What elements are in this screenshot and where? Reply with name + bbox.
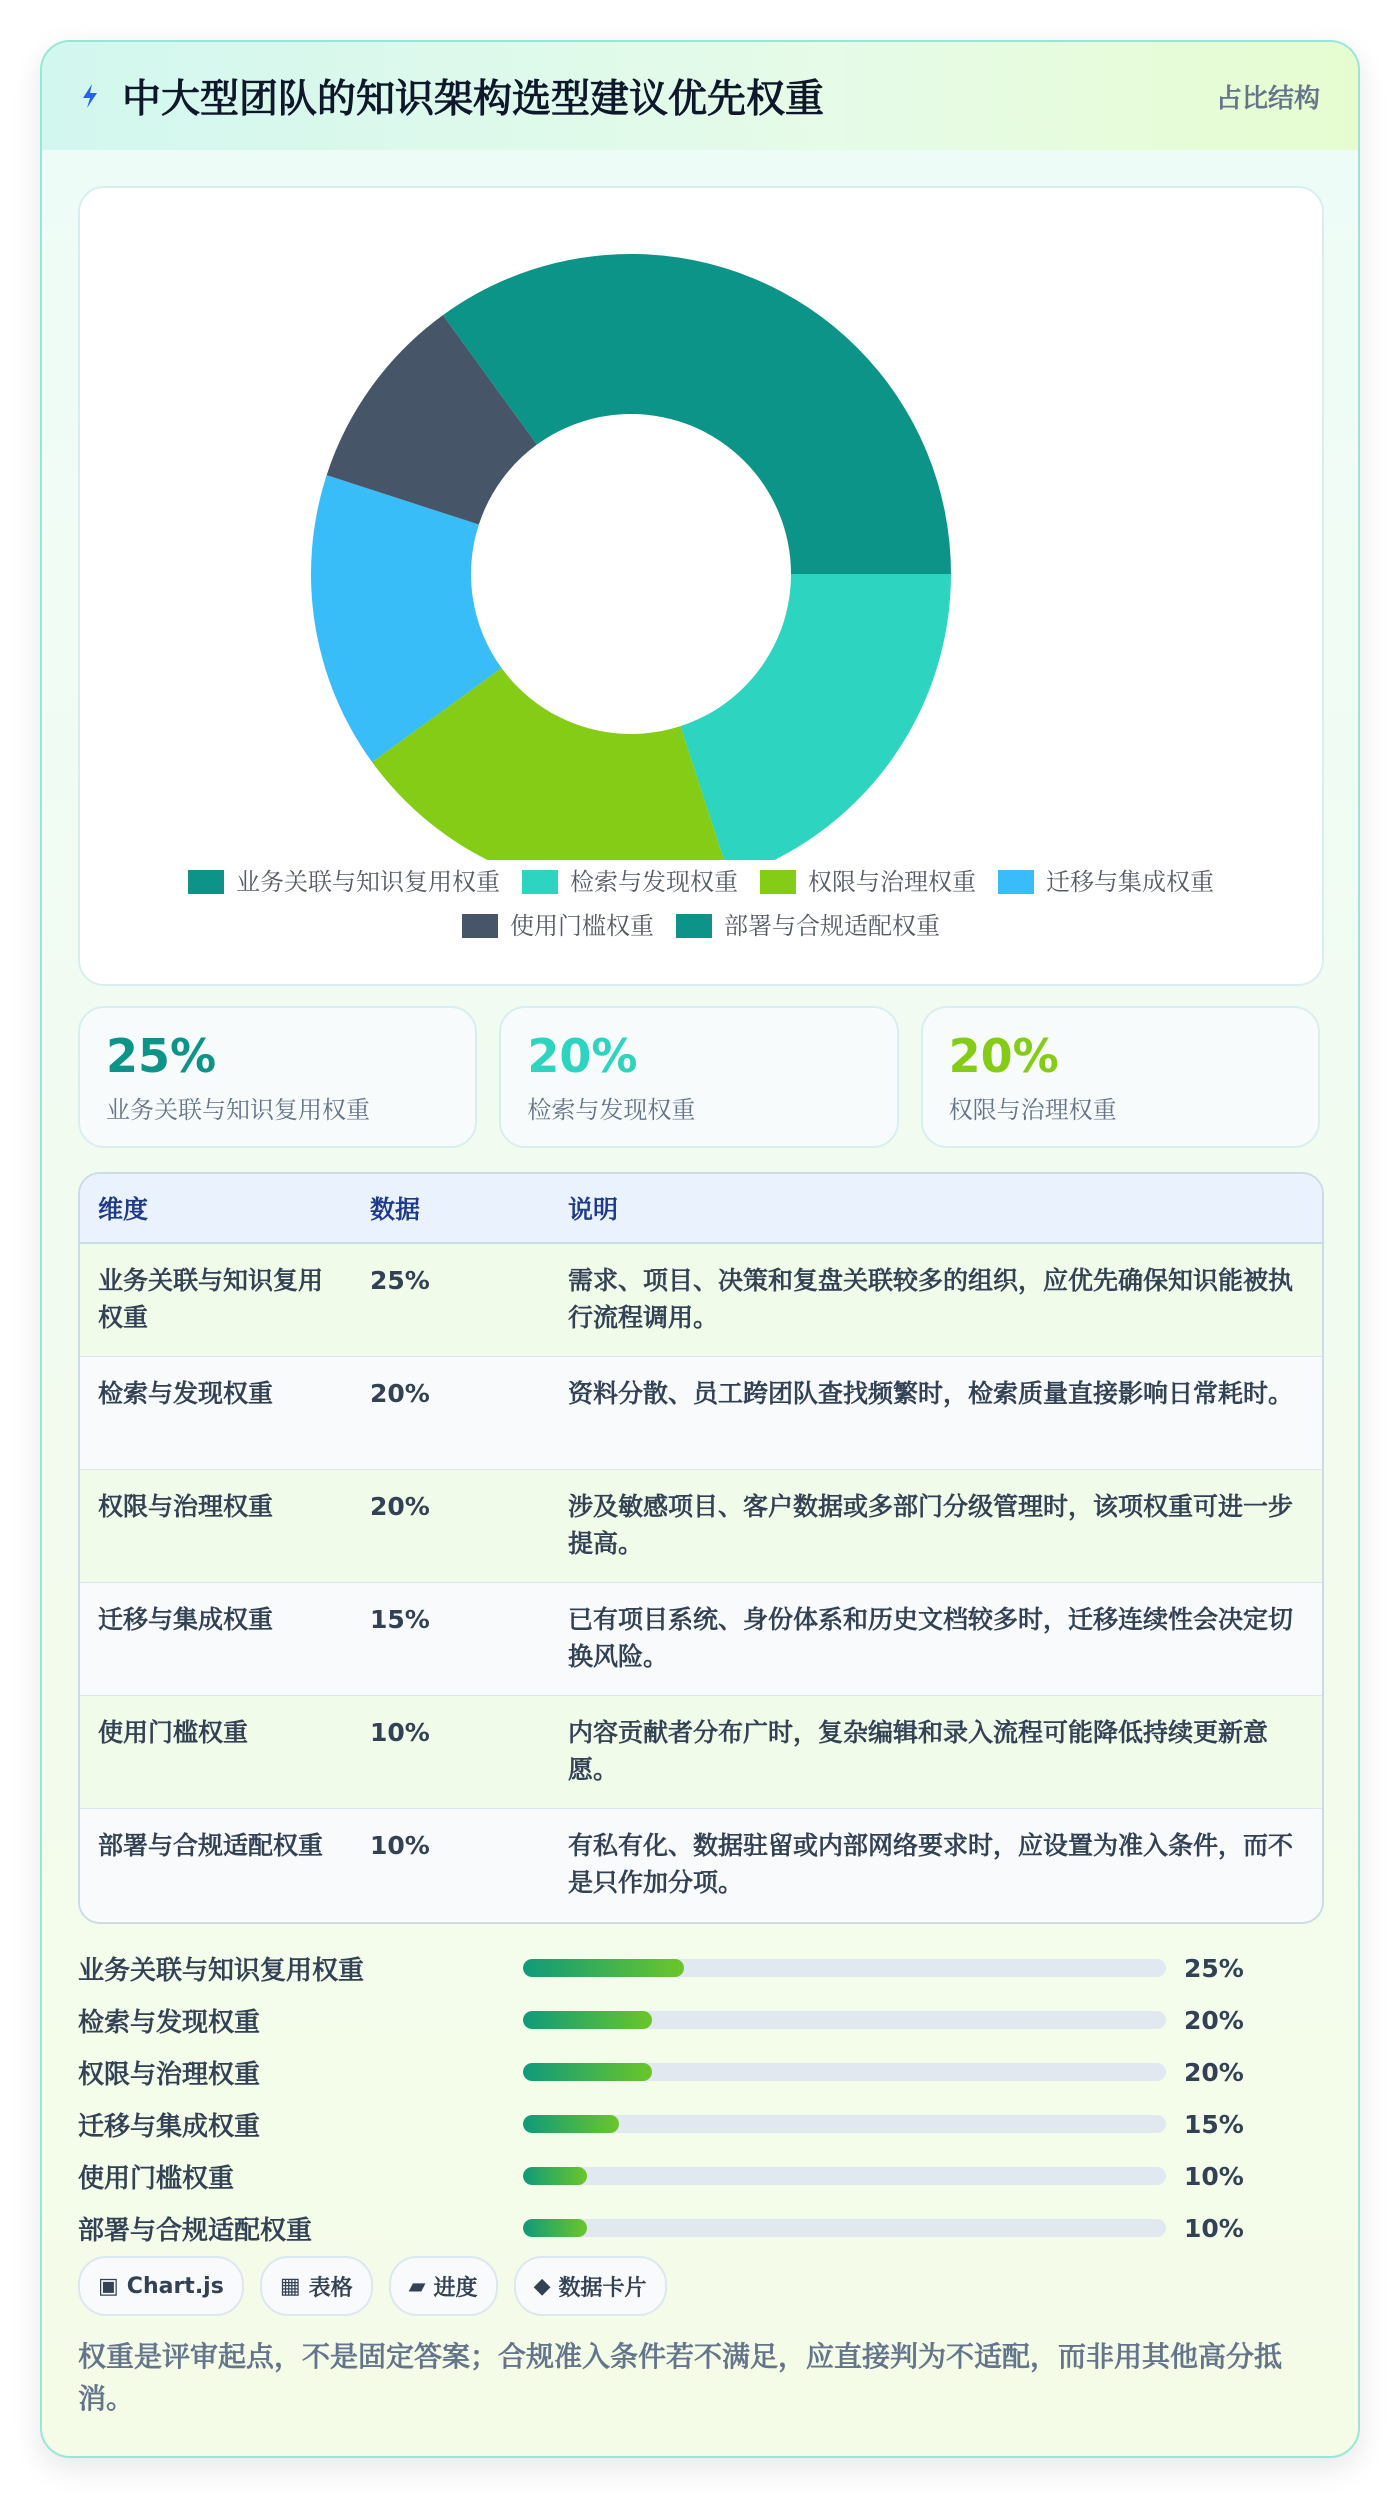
card-header: [42, 42, 1358, 150]
stat-value: 25%: [106, 1029, 217, 1083]
table-row: [80, 1243, 1322, 1357]
progress-row: [78, 2150, 1320, 2202]
page-title: 中大型团队的知识架构选型建议优先权重: [122, 77, 825, 122]
chart-panel: [78, 186, 1324, 986]
cell-note: 资料分散、员工跨团队查找频繁时，检索质量直接影响日常耗时。: [550, 1357, 1322, 1470]
progress-value: 25%: [1184, 1953, 1244, 1983]
legend-item[interactable]: [462, 904, 654, 948]
tag-progress[interactable]: [389, 2256, 498, 2316]
stat-label: 权限与治理权重: [948, 1096, 1117, 1124]
progress-fill: [523, 2115, 619, 2133]
tag-list: [78, 2256, 667, 2316]
progress-row: [78, 2046, 1320, 2098]
donut-chart: [80, 188, 1322, 860]
legend-label: 业务关联与知识复用权重: [236, 868, 500, 896]
progress-track: [523, 2063, 1166, 2081]
footer-note: 权重是评审起点，不是固定答案；合规准入条件若不满足，应直接判为不适配，而非用其他高分抵消。: [78, 2340, 1283, 2415]
tag-label: 进度: [433, 2275, 478, 2301]
legend-label: 迁移与集成权重: [1046, 868, 1214, 896]
progress-label: 业务关联与知识复用权重: [78, 1955, 365, 1986]
tag-label: 数据卡片: [558, 2275, 647, 2301]
column-header-note: 说明: [550, 1174, 1322, 1243]
cell-dimension: 权限与治理权重: [80, 1470, 352, 1583]
progress-label: 迁移与集成权重: [78, 2111, 261, 2142]
legend-swatch: [998, 870, 1034, 894]
stat-label: 检索与发现权重: [527, 1096, 696, 1124]
chart-icon: ▣: [98, 2273, 119, 2299]
stat-card: [78, 1006, 477, 1148]
progress-label: 检索与发现权重: [78, 2007, 261, 2038]
progress-label: 部署与合规适配权重: [78, 2215, 313, 2246]
progress-row: [78, 1942, 1320, 1994]
progress-track: [523, 1959, 1166, 1977]
data-table: [78, 1172, 1324, 1924]
report-card: [40, 40, 1360, 2458]
cell-value: 10%: [352, 1809, 550, 1922]
table-icon: ▦: [279, 2273, 301, 2299]
legend-row: [80, 904, 1322, 948]
progress-value: 10%: [1184, 2213, 1244, 2243]
progress-track: [523, 2011, 1166, 2029]
column-header-value: 数据: [352, 1174, 550, 1243]
progress-fill: [523, 2219, 587, 2237]
legend-label: 检索与发现权重: [570, 868, 738, 896]
legend-item[interactable]: [998, 860, 1214, 904]
tag-label: Chart.js: [126, 2273, 224, 2299]
cell-dimension: 检索与发现权重: [80, 1357, 352, 1470]
progress-row: [78, 2202, 1320, 2254]
legend-label: 权限与治理权重: [808, 868, 976, 896]
legend-swatch: [760, 870, 796, 894]
chart-legend: [80, 860, 1322, 948]
cell-value: 25%: [352, 1243, 550, 1357]
chart-type-label: 占比结构: [1215, 83, 1320, 114]
cell-value: 15%: [352, 1583, 550, 1696]
table-row: [80, 1357, 1322, 1470]
legend-row: [80, 860, 1322, 904]
legend-label: 使用门槛权重: [510, 912, 654, 940]
stat-card: [921, 1006, 1320, 1148]
cell-value: 20%: [352, 1357, 550, 1470]
cell-dimension: 迁移与集成权重: [80, 1583, 352, 1696]
tag-label: 表格: [308, 2275, 353, 2301]
donut-slice[interactable]: [680, 574, 951, 860]
progress-value: 10%: [1184, 2161, 1244, 2191]
cell-value: 10%: [352, 1696, 550, 1809]
title-wrap: [80, 68, 824, 124]
progress-list: [78, 1942, 1320, 2254]
donut-slice[interactable]: [631, 254, 951, 574]
cell-note: 涉及敏感项目、客户数据或多部门分级管理时，该项权重可进一步提高。: [550, 1470, 1322, 1583]
legend-label: 部署与合规适配权重: [724, 912, 940, 940]
card-icon: ◆: [533, 2273, 551, 2299]
tag-chartjs[interactable]: [78, 2256, 244, 2316]
tag-data-card[interactable]: [514, 2256, 667, 2316]
progress-row: [78, 2098, 1320, 2150]
legend-swatch: [676, 914, 712, 938]
legend-item[interactable]: [760, 860, 976, 904]
legend-item[interactable]: [188, 860, 500, 904]
progress-fill: [523, 2063, 652, 2081]
progress-value: 20%: [1184, 2005, 1244, 2035]
bolt-icon: [80, 82, 100, 110]
progress-track: [523, 2115, 1166, 2133]
cell-dimension: 部署与合规适配权重: [80, 1809, 352, 1922]
stat-card: [499, 1006, 898, 1148]
legend-item[interactable]: [676, 904, 940, 948]
progress-row: [78, 1994, 1320, 2046]
stat-label: 业务关联与知识复用权重: [106, 1096, 370, 1124]
cell-value: 20%: [352, 1470, 550, 1583]
cell-note: 内容贡献者分布广时，复杂编辑和录入流程可能降低持续更新意愿。: [550, 1696, 1322, 1809]
legend-swatch: [522, 870, 558, 894]
legend-swatch: [462, 914, 498, 938]
cell-dimension: 业务关联与知识复用权重: [80, 1243, 352, 1357]
cell-note: 有私有化、数据驻留或内部网络要求时，应设置为准入条件，而不是只作加分项。: [550, 1809, 1322, 1922]
table-row: [80, 1809, 1322, 1922]
table-header-row: [80, 1174, 1322, 1243]
progress-track: [523, 2219, 1166, 2237]
cell-note: 已有项目系统、身份体系和历史文档较多时，迁移连续性会决定切换风险。: [550, 1583, 1322, 1696]
table-row: [80, 1470, 1322, 1583]
table-row: [80, 1696, 1322, 1809]
progress-value: 15%: [1184, 2109, 1244, 2139]
progress-value: 20%: [1184, 2057, 1244, 2087]
progress-label: 权限与治理权重: [78, 2059, 261, 2090]
stat-cards: [78, 1006, 1320, 1148]
stat-value: 20%: [527, 1029, 638, 1083]
cell-note: 需求、项目、决策和复盘关联较多的组织，应优先确保知识能被执行流程调用。: [550, 1243, 1322, 1357]
column-header-dimension: 维度: [80, 1174, 352, 1243]
progress-track: [523, 2167, 1166, 2185]
progress-fill: [523, 1959, 684, 1977]
progress-fill: [523, 2011, 652, 2029]
progress-fill: [523, 2167, 587, 2185]
progress-label: 使用门槛权重: [78, 2163, 235, 2194]
legend-swatch: [188, 870, 224, 894]
legend-item[interactable]: [522, 860, 738, 904]
tag-table[interactable]: [260, 2256, 373, 2316]
progress-icon: ▰: [408, 2273, 426, 2299]
table-row: [80, 1583, 1322, 1696]
stat-value: 20%: [948, 1029, 1059, 1083]
cell-dimension: 使用门槛权重: [80, 1696, 352, 1809]
